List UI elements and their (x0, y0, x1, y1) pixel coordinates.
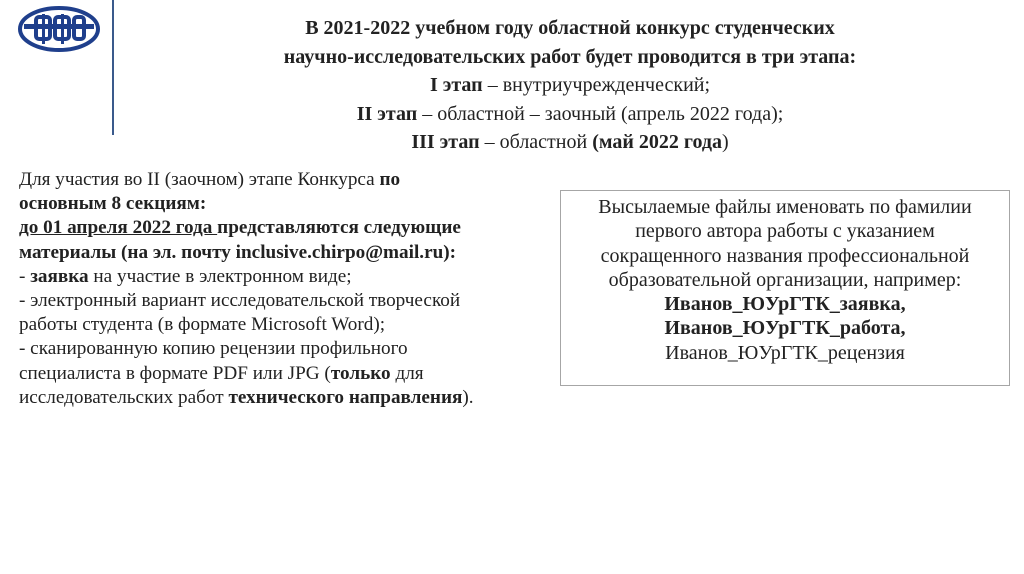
req-line-8: - сканированную копию рецензии профильного (19, 338, 408, 360)
title-line-2: научно-исследовательских работ будет проводится в три этапа: (283, 45, 857, 68)
note-line-3: сокращенного названия профессиональной (600, 244, 970, 267)
note-line-1: Высылаемые файлы именовать по фамилии (598, 196, 972, 218)
file-naming-note (560, 190, 1010, 386)
note-line-2: первого автора работы с указанием (635, 220, 935, 243)
title-stage-1: I этап – внутриучрежденческий; (429, 74, 711, 96)
slide-title (150, 14, 990, 157)
req-line-6: - электронный вариант исследовательской творческой (19, 290, 461, 312)
req-line-1: Для участия во II (заочном) этапе Конкурса по (19, 169, 401, 190)
title-stage-3: III этап – областной (май 2022 года) (411, 131, 729, 153)
req-line-9: специалиста в формате PDF или JPG (только для (19, 362, 424, 384)
organization-logo-icon (18, 6, 100, 52)
req-line-4: материалы (на эл. почту inclusive.chirpo@mail.ru): (19, 241, 457, 263)
req-line-2: основным 8 секциям: (19, 193, 207, 215)
req-line-3: до 01 апреля 2022 года представляются следующие (19, 217, 461, 239)
header-divider (112, 0, 114, 135)
participation-requirements (19, 168, 564, 410)
note-example-application: Иванов_ЮУрГТК_заявка, (664, 293, 906, 316)
req-line-10: исследовательских работ технического направления). (19, 386, 474, 408)
note-example-work: Иванов_ЮУрГТК_работа, (664, 317, 906, 340)
req-line-7: работы студента (в формате Microsoft Word); (19, 314, 386, 336)
title-line-1: В 2021-2022 учебном году областной конкурс студенческих (305, 17, 835, 39)
title-stage-2: II этап – областной – заочный (апрель 2022 года); (356, 102, 784, 125)
note-line-4: образовательной организации, например: (608, 268, 962, 291)
req-line-5: - заявка на участие в электронном виде; (19, 265, 352, 287)
note-example-review: Иванов_ЮУрГТК_рецензия (665, 341, 905, 364)
